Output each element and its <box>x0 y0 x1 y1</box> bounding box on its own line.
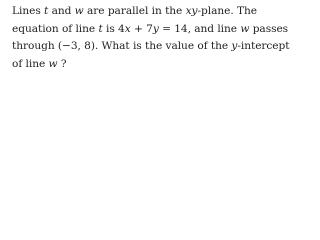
text-segment: and <box>48 5 75 17</box>
text-segment: = 14, and line <box>158 22 241 35</box>
question-line-4 <box>12 56 302 74</box>
variable-x: x <box>124 22 131 35</box>
text-segment: ? <box>57 57 67 70</box>
text-segment: of line <box>12 57 49 70</box>
variable-xy: xy <box>185 5 198 17</box>
text-segment: -plane. The <box>197 5 257 17</box>
text-segment: equation of line <box>12 22 99 35</box>
text-segment: + 7 <box>130 22 153 35</box>
variable-y: y <box>231 40 238 53</box>
variable-w: w <box>48 57 58 70</box>
text-segment: are parallel in the <box>83 5 186 17</box>
text-segment: passes <box>249 22 289 35</box>
text-segment: through (−3, 8). What is the value of the <box>12 40 232 53</box>
text-segment: -intercept <box>237 40 290 53</box>
variable-t: t <box>98 22 103 35</box>
variable-w: w <box>74 5 84 17</box>
variable-w: w <box>240 22 250 35</box>
text-segment: is 4 <box>102 22 125 35</box>
question-line-3 <box>12 38 302 56</box>
variable-y: y <box>152 22 159 35</box>
question-line-2 <box>12 21 302 39</box>
variable-t: t <box>44 5 49 17</box>
text-segment: Lines <box>12 5 45 17</box>
question-line-1 <box>12 3 302 21</box>
question-text <box>12 3 302 73</box>
